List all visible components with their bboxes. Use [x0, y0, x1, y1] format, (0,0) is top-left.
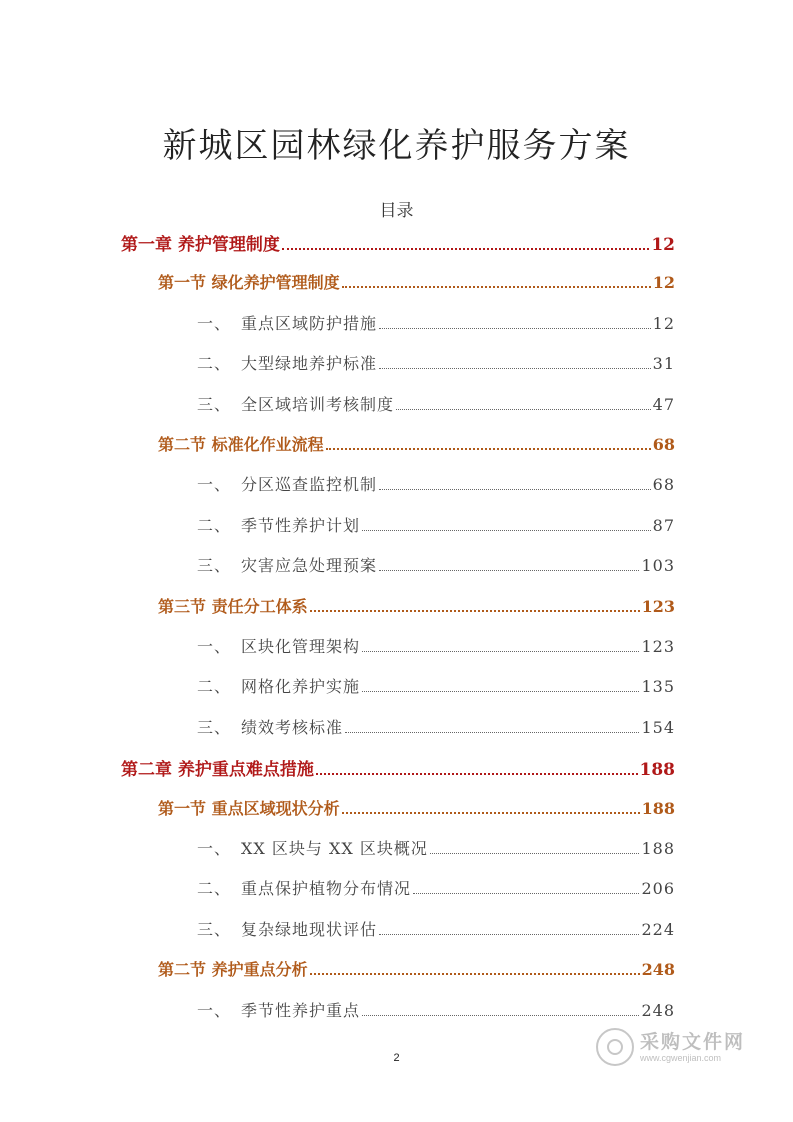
toc-entry-number: 一、	[197, 313, 232, 333]
toc-entry-label	[197, 715, 343, 738]
toc-entry-label: 第三节 责任分工体系	[158, 596, 308, 616]
toc-entry-item[interactable]	[197, 472, 675, 495]
toc-leader-dots	[342, 812, 640, 814]
toc-entry-text: 季节性养护计划	[241, 515, 361, 535]
toc-leader-dots	[310, 973, 640, 975]
toc-entry-number: 三、	[197, 717, 232, 737]
toc-entry-page: 87	[652, 515, 675, 535]
toc-entry-item[interactable]	[197, 998, 675, 1021]
toc-entry-item[interactable]	[197, 392, 675, 415]
toc-entry-label	[197, 634, 360, 657]
toc-entry-page: 248	[641, 1000, 675, 1020]
toc-leader-dots	[379, 489, 651, 490]
toc-entry-page: 188	[641, 798, 675, 818]
toc-leader-dots	[379, 934, 639, 935]
toc-entry-label	[197, 351, 377, 374]
toc-entry-page: 248	[641, 960, 675, 980]
toc-entry-item[interactable]	[197, 634, 675, 657]
toc-entry-item[interactable]	[197, 311, 675, 334]
toc-entry-number: 三、	[197, 556, 232, 576]
toc-entry-page: 123	[641, 596, 675, 616]
toc-entry-chapter[interactable]	[121, 755, 675, 780]
toc-entry-page: 188	[639, 760, 675, 781]
toc-entry-text: 复杂绿地现状评估	[241, 919, 378, 939]
toc-entry-item[interactable]	[197, 876, 675, 899]
toc-entry-label	[197, 674, 360, 697]
toc-leader-dots	[342, 286, 651, 288]
toc-leader-dots	[362, 530, 651, 531]
toc-entry-text: 季节性养护重点	[241, 1000, 361, 1020]
toc-entry-section[interactable]	[158, 594, 675, 617]
toc-entry-label	[197, 392, 394, 415]
toc-leader-dots	[396, 409, 651, 410]
toc-entry-page: 103	[641, 556, 675, 576]
toc-entry-text: 全区域培训考核制度	[241, 394, 395, 414]
toc-entry-text: 灾害应急处理预案	[241, 556, 378, 576]
toc-entry-label	[197, 553, 377, 576]
toc-entry-text: 重点保护植物分布情况	[241, 879, 412, 899]
toc-leader-dots	[345, 732, 639, 733]
toc-entry-section[interactable]	[158, 270, 675, 293]
toc-entry-item[interactable]	[197, 715, 675, 738]
toc-heading: 目录	[379, 201, 414, 221]
toc-entry-page: 68	[652, 435, 675, 454]
toc-leader-dots	[430, 853, 640, 854]
toc-entry-page: 68	[652, 475, 675, 495]
toc-entry-page: 188	[641, 839, 675, 858]
toc-leader-dots	[310, 610, 640, 612]
toc-entry-number: 一、	[197, 637, 232, 656]
toc-entry-label	[197, 513, 360, 536]
toc-entry-label	[197, 998, 360, 1021]
document-title: 新城区园林绿化养护服务方案	[162, 126, 631, 166]
toc-entry-number: 二、	[197, 677, 232, 697]
toc-entry-item[interactable]	[197, 553, 675, 576]
toc-entry-number: 一、	[197, 475, 232, 495]
toc-entry-number: 二、	[197, 879, 232, 899]
toc-entry-label: 第一章 养护管理制度	[121, 235, 280, 255]
toc-entry-page: 123	[641, 637, 675, 656]
toc-entry-section[interactable]	[158, 957, 675, 980]
toc-entry-item[interactable]	[197, 917, 675, 940]
toc-entry-page: 31	[652, 354, 675, 374]
toc-leader-dots	[379, 570, 639, 571]
toc-entry-label	[197, 472, 377, 495]
toc-entry-label: 第一节 绿化养护管理制度	[158, 273, 340, 293]
toc-leader-dots	[379, 368, 651, 369]
toc-entry-item[interactable]	[197, 836, 675, 859]
toc-entry-label	[197, 876, 411, 899]
toc-entry-text: 绩效考核标准	[241, 717, 344, 737]
toc-leader-dots	[316, 773, 638, 775]
toc-leader-dots	[362, 1015, 639, 1016]
toc-entry-number: 二、	[197, 515, 232, 535]
toc-entry-section[interactable]	[158, 432, 675, 455]
toc-entry-text: 区块化管理架构	[241, 637, 361, 656]
toc-entry-label	[197, 311, 377, 334]
toc-entry-number: 二、	[197, 354, 232, 374]
toc-entry-item[interactable]	[197, 513, 675, 536]
toc-entry-item[interactable]	[197, 351, 675, 374]
toc-entry-label	[197, 917, 377, 940]
toc-leader-dots	[282, 248, 649, 250]
toc-leader-dots	[362, 691, 639, 692]
toc-leader-dots	[379, 328, 651, 329]
watermark-url: www.cgwenjian.com	[640, 1053, 722, 1063]
watermark	[596, 1028, 745, 1066]
toc-entry-page: 154	[641, 717, 675, 737]
toc-entry-label: 第二节 标准化作业流程	[158, 435, 324, 454]
toc-entry-item[interactable]	[197, 674, 675, 697]
toc-entry-number: 一、	[197, 1000, 232, 1020]
toc-entry-page: 12	[651, 235, 675, 255]
toc-entry-label: 第二章 养护重点难点措施	[121, 760, 314, 781]
toc-entry-number: 三、	[197, 394, 232, 414]
toc-entry-text: 重点区域防护措施	[241, 313, 378, 333]
toc-entry-label: 第二节 养护重点分析	[158, 960, 308, 980]
toc-entry-section[interactable]	[158, 796, 675, 819]
toc-entry-label	[197, 836, 428, 859]
toc-entry-number: 三、	[197, 919, 232, 939]
toc-entry-page: 47	[652, 394, 675, 414]
toc-entry-text: 网格化养护实施	[241, 677, 361, 697]
page-number: 2	[393, 1052, 400, 1064]
toc-entry-text: XX 区块与 XX 区块概况	[241, 839, 428, 858]
toc-entry-page: 135	[641, 677, 675, 697]
toc-entry-page: 224	[641, 919, 675, 939]
toc-entry-text: 分区巡查监控机制	[241, 475, 378, 495]
toc-entry-page: 12	[652, 273, 675, 293]
toc-leader-dots	[326, 448, 651, 450]
cgwenjian-logo-icon	[596, 1028, 634, 1066]
toc-entry-page: 12	[652, 313, 675, 333]
toc-leader-dots	[362, 651, 639, 652]
toc-entry-chapter[interactable]	[121, 230, 675, 255]
toc-entry-number: 一、	[197, 839, 232, 858]
toc-entry-text: 大型绿地养护标准	[241, 354, 378, 374]
toc-entry-label: 第一节 重点区域现状分析	[158, 798, 340, 818]
watermark-name: 采购文件网	[640, 1031, 746, 1053]
toc-leader-dots	[413, 893, 639, 894]
toc-entry-page: 206	[641, 879, 675, 899]
